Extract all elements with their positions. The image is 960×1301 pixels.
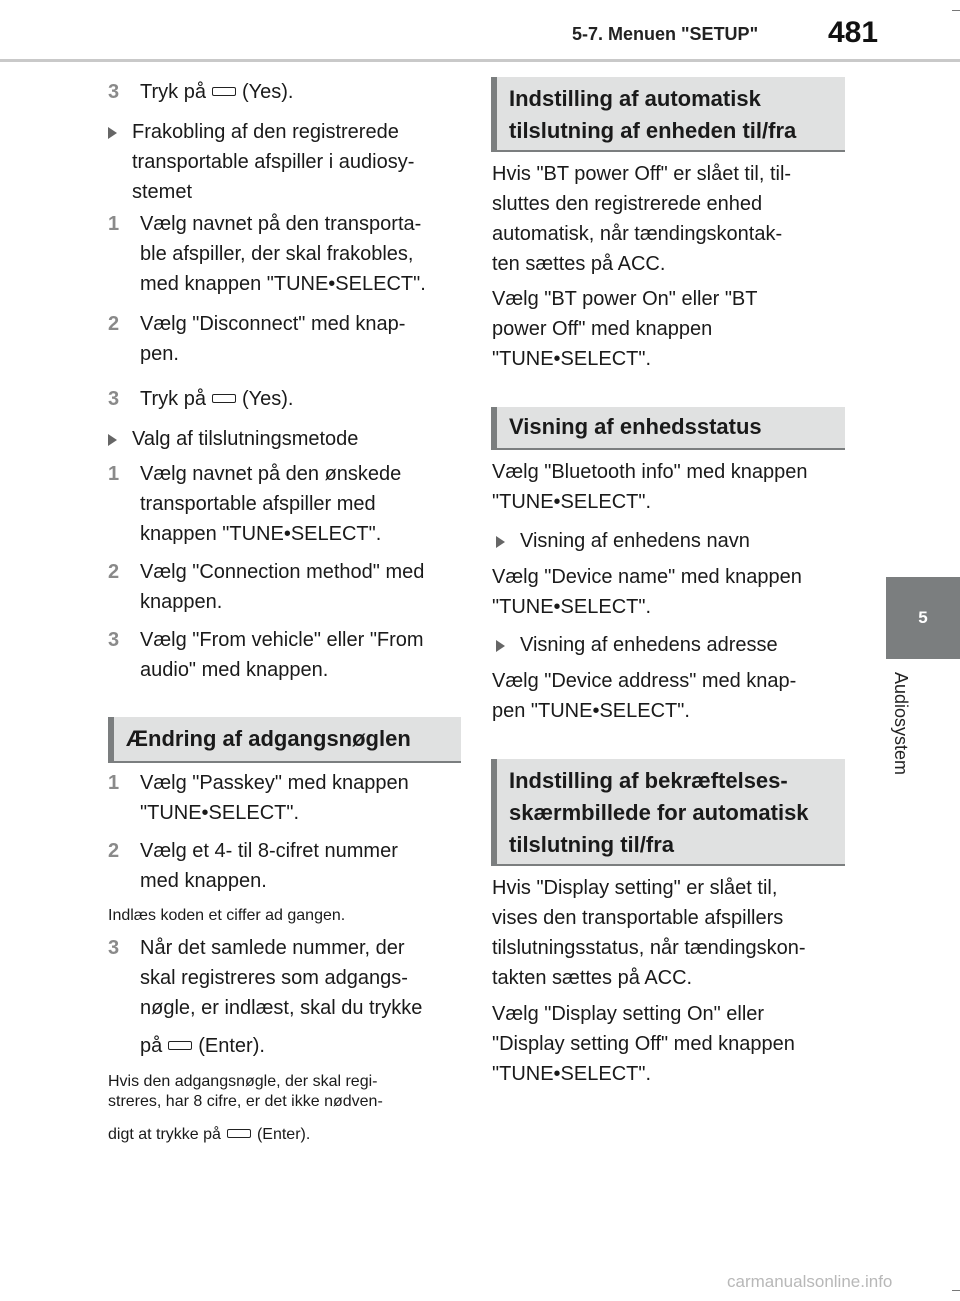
paragraph-bt-power-select: Vælg "BT power On" eller "BT power Off" med knappen "TUNE•SELECT". — [492, 288, 758, 370]
crop-mark — [952, 1290, 960, 1291]
triangle-bullet-icon — [496, 536, 505, 548]
step-text: Vælg "From vehicle" eller "From audio" med knappen. — [140, 629, 424, 681]
section-heading-passkey: Ændring af adgangsnøglen — [108, 717, 461, 763]
paragraph-bluetooth-info: Vælg "Bluetooth info" med knappen "TUNE•SELECT". — [492, 461, 808, 513]
note-digit-entry: Indlæs koden et ciffer ad gangen. — [108, 907, 346, 924]
button-icon — [168, 1041, 192, 1050]
note-8-digit: Hvis den adgangsnøgle, der skal regi- streres, har 8 cifre, er det ikke nødven- — [108, 1073, 383, 1110]
step-text: Vælg navnet på den transporta- ble afspiller, der skal frakobles, med knappen "TUNE•SELECT". — [140, 213, 426, 295]
step-text: Tryk på (Yes). — [140, 81, 294, 103]
header-divider — [0, 59, 960, 62]
step-text: Vælg "Disconnect" med knap- pen. — [140, 313, 406, 365]
paragraph-display-setting-select: Vælg "Display setting On" eller "Display setting Off" med knappen "TUNE•SELECT". — [492, 1003, 795, 1085]
step-number: 1 — [108, 213, 120, 235]
chapter-tab-number: 5 — [918, 608, 928, 627]
step-text: Vælg "Connection method" med knappen. — [140, 561, 425, 613]
chapter-tab-label: Audiosystem — [891, 672, 911, 776]
crop-mark — [952, 10, 960, 11]
paragraph-display-setting: Hvis "Display setting" er slået til, vises den transportable afspillers tilslutningsstatus, når tændingskon- takten sættes på ACC. — [492, 877, 806, 989]
step-text: Vælg "Passkey" med knappen "TUNE•SELECT". — [140, 772, 409, 824]
watermark: carmanualsonline.info — [727, 1272, 893, 1291]
step-text: Når det samlede nummer, der skal registreres som adgangs- nøgle, er indlæst, skal du trykke på (Enter). — [140, 937, 423, 1057]
paragraph-device-name: Vælg "Device name" med knappen "TUNE•SELECT". — [492, 566, 802, 618]
triangle-bullet-icon — [496, 640, 505, 652]
page-number: 481 — [828, 16, 879, 49]
section-heading-confirm-screen: Indstilling af bekræftelses- skærmbillede for automatisk tilslutning til/fra — [491, 759, 845, 866]
step-number: 2 — [108, 840, 120, 862]
paragraph-bt-power: Hvis "BT power Off" er slået til, til- sluttes den registrerede enhed automatisk, når tændingskontak- ten sættes på ACC. — [492, 163, 792, 275]
section-heading-auto-connect: Indstilling af automatisk tilslutning af enheden til/fra — [491, 77, 845, 152]
step-number: 3 — [108, 388, 120, 410]
step-number: 3 — [108, 81, 120, 103]
step-number: 3 — [108, 629, 120, 651]
bullet-text: Visning af enhedens navn — [520, 530, 750, 552]
step-text: Vælg et 4- til 8-cifret nummer med knappen. — [140, 840, 398, 892]
bullet-text: Frakobling af den registrerede transportable afspiller i audiosy- stemet — [132, 121, 415, 203]
bullet-text: Visning af enhedens adresse — [520, 634, 778, 656]
step-number: 1 — [108, 772, 120, 794]
button-icon — [212, 394, 236, 403]
chapter-tab — [886, 577, 960, 659]
step-text: Tryk på (Yes). — [140, 388, 294, 410]
step-number: 1 — [108, 463, 120, 485]
chapter-title: 5-7. Menuen "SETUP" — [572, 24, 759, 44]
step-number: 2 — [108, 561, 120, 583]
section-heading-device-status: Visning af enhedsstatus — [491, 407, 845, 450]
bullet-text: Valg af tilslutningsmetode — [132, 428, 359, 450]
triangle-bullet-icon — [108, 434, 117, 446]
step-number: 3 — [108, 937, 120, 959]
triangle-bullet-icon — [108, 127, 117, 139]
step-text: Vælg navnet på den ønskede transportable afspiller med knappen "TUNE•SELECT". — [140, 463, 402, 545]
note-8-digit-enter: digt at trykke på (Enter). — [108, 1126, 311, 1143]
button-icon — [212, 87, 236, 96]
button-icon — [227, 1129, 251, 1138]
step-number: 2 — [108, 313, 120, 335]
paragraph-device-address: Vælg "Device address" med knap- pen "TUNE•SELECT". — [492, 670, 797, 722]
